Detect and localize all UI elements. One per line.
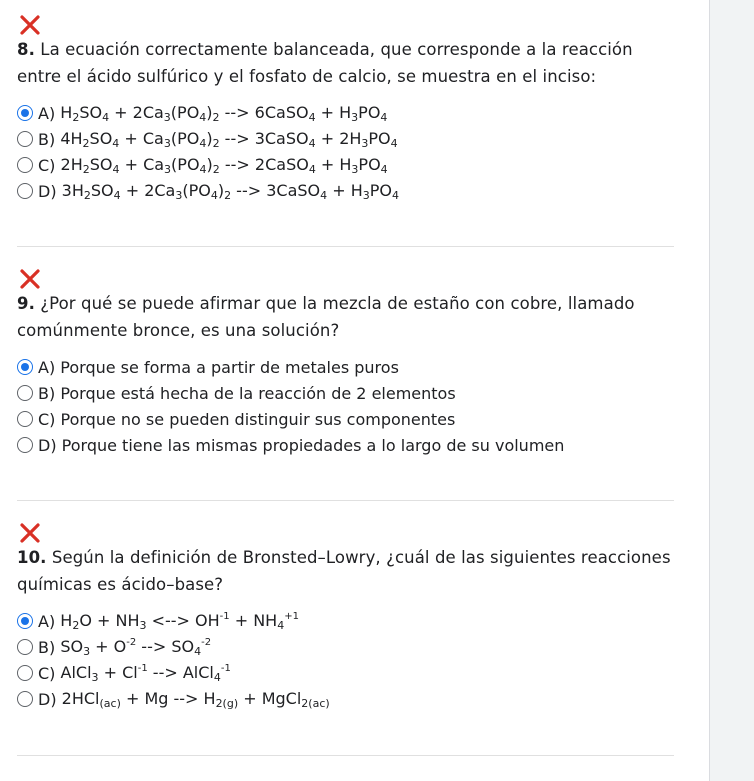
question-body: La ecuación correctamente balanceada, que corresponde a la reacción entre el ácido sulfúrico y el fosfato de calcio, se muestra en el inciso: — [17, 40, 633, 86]
radio-button[interactable] — [17, 183, 33, 199]
formula-subscript: 4 — [391, 188, 399, 202]
option-text — [60, 384, 455, 403]
formula-subscript: 2 — [212, 110, 220, 124]
formula-superscript: -2 — [201, 636, 212, 648]
formula-subscript: 4 — [102, 110, 110, 124]
options-list — [17, 354, 677, 458]
option-text — [60, 358, 399, 377]
formula-text: Porque está hecha de la reacción de 2 elementos — [60, 383, 456, 403]
radio-button[interactable] — [17, 359, 33, 375]
option-letter: C) — [38, 663, 56, 683]
formula-text: + Ca — [119, 154, 165, 174]
formula-subscript: 4 — [210, 188, 218, 202]
formula-superscript: -1 — [220, 662, 231, 674]
option-text — [60, 103, 387, 124]
formula-text: ) — [206, 102, 213, 122]
option[interactable] — [17, 100, 677, 126]
radio-button[interactable] — [17, 691, 33, 707]
formula-subscript: 4 — [308, 162, 316, 176]
formula-text: AlCl — [60, 662, 92, 682]
radio-button[interactable] — [17, 385, 33, 401]
formula-text: (PO — [170, 128, 200, 148]
formula-text: + Mg --> H — [120, 688, 216, 708]
formula-text: + 2H — [315, 128, 362, 148]
option-letter: B) — [38, 129, 56, 149]
formula-text: SO — [89, 154, 113, 174]
option[interactable] — [17, 380, 677, 406]
option[interactable] — [17, 406, 677, 432]
formula-text: + 2Ca — [109, 102, 164, 122]
option[interactable] — [17, 432, 677, 458]
option-text — [62, 436, 565, 455]
formula-subscript: 3 — [175, 188, 183, 202]
formula-subscript: 3 — [91, 670, 99, 684]
section-divider — [17, 500, 674, 501]
option-text — [60, 129, 397, 150]
formula-subscript: 4 — [380, 162, 388, 176]
question-text — [17, 36, 677, 90]
option[interactable] — [17, 126, 677, 152]
question-text — [17, 544, 677, 598]
option-letter: D) — [38, 181, 57, 201]
radio-button[interactable] — [17, 665, 33, 681]
wrong-x-icon — [19, 14, 41, 36]
formula-text: PO — [358, 102, 381, 122]
formula-text: Porque se forma a partir de metales puros — [60, 357, 399, 377]
formula-text: PO — [368, 128, 391, 148]
formula-text: Porque tiene las mismas propiedades a lo largo de su volumen — [61, 435, 565, 455]
option[interactable] — [17, 178, 677, 204]
radio-button[interactable] — [17, 437, 33, 453]
formula-text: --> AlCl — [147, 662, 214, 682]
formula-subscript: 2(ac) — [301, 696, 330, 710]
question-number: 8. — [17, 40, 35, 59]
formula-text: 4H — [60, 128, 83, 148]
formula-text: O + NH — [79, 610, 140, 630]
formula-subscript: 4 — [213, 670, 221, 684]
section-divider — [17, 246, 674, 247]
formula-subscript: 4 — [308, 110, 316, 124]
option-text — [60, 637, 211, 658]
formula-subscript: 4 — [380, 110, 388, 124]
formula-text: + Cl — [98, 662, 138, 682]
formula-text: SO — [60, 636, 84, 656]
formula-subscript: 3 — [351, 162, 359, 176]
formula-text: + O — [90, 636, 127, 656]
formula-text: SO — [89, 128, 113, 148]
formula-superscript: -2 — [126, 636, 137, 648]
formula-text: 2HCl — [61, 688, 100, 708]
formula-text: --> SO — [136, 636, 195, 656]
option[interactable] — [17, 634, 677, 660]
formula-subscript: 4 — [112, 136, 120, 150]
wrong-x-icon — [19, 522, 41, 544]
question-number: 10. — [17, 548, 47, 567]
formula-text: 2H — [60, 154, 83, 174]
formula-superscript: +1 — [284, 610, 299, 622]
question-9 — [17, 268, 677, 458]
radio-button[interactable] — [17, 613, 33, 629]
formula-subscript: 4 — [112, 162, 120, 176]
formula-subscript: 2 — [212, 136, 220, 150]
formula-text: ) — [217, 180, 225, 200]
formula-text: PO — [369, 180, 392, 200]
option-letter: A) — [38, 611, 56, 631]
formula-subscript: 3 — [362, 188, 370, 202]
formula-text: + H — [315, 154, 352, 174]
formula-text: ) — [206, 128, 213, 148]
formula-subscript: 2 — [72, 110, 80, 124]
formula-text: H — [60, 102, 73, 122]
formula-text: <--> OH — [146, 610, 220, 630]
formula-text: Porque no se pueden distinguir sus componentes — [60, 409, 456, 429]
formula-subscript: 4 — [199, 136, 207, 150]
formula-subscript: 3 — [163, 110, 171, 124]
option-letter: D) — [38, 435, 57, 455]
wrong-x-icon — [19, 268, 41, 290]
formula-subscript: 2 — [82, 136, 90, 150]
option-letter: C) — [38, 155, 56, 175]
formula-text: + MgCl — [238, 688, 302, 708]
radio-button[interactable] — [17, 105, 33, 121]
formula-subscript: 4 — [277, 618, 285, 632]
formula-text: + NH — [229, 610, 278, 630]
formula-superscript: -1 — [219, 610, 230, 622]
formula-text: + H — [327, 180, 363, 200]
formula-subscript: 3 — [139, 618, 147, 632]
scrollbar[interactable] — [709, 0, 754, 781]
formula-subscript: 3 — [351, 110, 359, 124]
formula-subscript: 2 — [72, 618, 80, 632]
option-text — [62, 689, 330, 710]
formula-subscript: 2 — [224, 188, 232, 202]
question-number: 9. — [17, 294, 35, 313]
formula-subscript: 3 — [83, 644, 91, 658]
formula-text: + Ca — [119, 128, 164, 148]
formula-subscript: 4 — [199, 110, 207, 124]
formula-subscript: 4 — [199, 162, 207, 176]
option-letter: D) — [38, 689, 57, 709]
radio-button[interactable] — [17, 157, 33, 173]
formula-text: SO — [79, 102, 103, 122]
formula-text: --> 3CaSO — [219, 128, 309, 148]
formula-text: 3H — [61, 180, 84, 200]
option[interactable] — [17, 660, 677, 686]
question-10 — [17, 522, 677, 712]
formula-text: (PO — [182, 180, 211, 200]
formula-text: (PO — [171, 154, 200, 174]
formula-superscript: -1 — [137, 662, 148, 674]
formula-subscript: 2 — [83, 188, 91, 202]
question-8 — [17, 14, 677, 204]
option-text — [61, 663, 231, 684]
option-letter: C) — [38, 409, 56, 429]
formula-subscript: 4 — [113, 188, 121, 202]
question-body: ¿Por qué se puede afirmar que la mezcla de estaño con cobre, llamado comúnmente bronce, es una solución? — [17, 294, 635, 340]
option[interactable] — [17, 686, 677, 712]
section-divider — [17, 755, 674, 756]
option-text — [60, 611, 299, 632]
radio-button[interactable] — [17, 639, 33, 655]
formula-subscript: 4 — [390, 136, 398, 150]
option[interactable] — [17, 608, 677, 634]
formula-text: SO — [90, 180, 114, 200]
question-text — [17, 290, 677, 344]
option-text — [62, 181, 399, 202]
question-body: Según la definición de Bronsted–Lowry, ¿cuál de las siguientes reacciones químicas es ácido–base? — [17, 548, 671, 594]
formula-text: ) — [206, 154, 213, 174]
option-letter: B) — [38, 383, 56, 403]
formula-text: + 2Ca — [120, 180, 176, 200]
formula-subscript: 4 — [320, 188, 328, 202]
options-list — [17, 100, 677, 204]
options-list — [17, 608, 677, 712]
option-letter: A) — [38, 357, 56, 377]
formula-subscript: 2 — [212, 162, 220, 176]
option[interactable] — [17, 354, 677, 380]
option-text — [61, 410, 456, 429]
option-text — [61, 155, 388, 176]
formula-subscript: 4 — [194, 644, 202, 658]
formula-subscript: 3 — [163, 136, 171, 150]
formula-text: + H — [315, 102, 352, 122]
formula-subscript: (ac) — [99, 696, 121, 710]
formula-subscript: 2 — [82, 162, 90, 176]
formula-text: --> 2CaSO — [219, 154, 309, 174]
formula-text: H — [60, 610, 73, 630]
formula-text: (PO — [170, 102, 200, 122]
formula-subscript: 2(g) — [215, 696, 239, 710]
formula-text: PO — [358, 154, 381, 174]
option-letter: A) — [38, 103, 56, 123]
option-letter: B) — [38, 637, 56, 657]
formula-subscript: 4 — [308, 136, 316, 150]
formula-subscript: 3 — [361, 136, 369, 150]
formula-text: --> 3CaSO — [231, 180, 321, 200]
radio-button[interactable] — [17, 131, 33, 147]
formula-text: --> 6CaSO — [219, 102, 309, 122]
formula-subscript: 3 — [164, 162, 172, 176]
option[interactable] — [17, 152, 677, 178]
radio-button[interactable] — [17, 411, 33, 427]
